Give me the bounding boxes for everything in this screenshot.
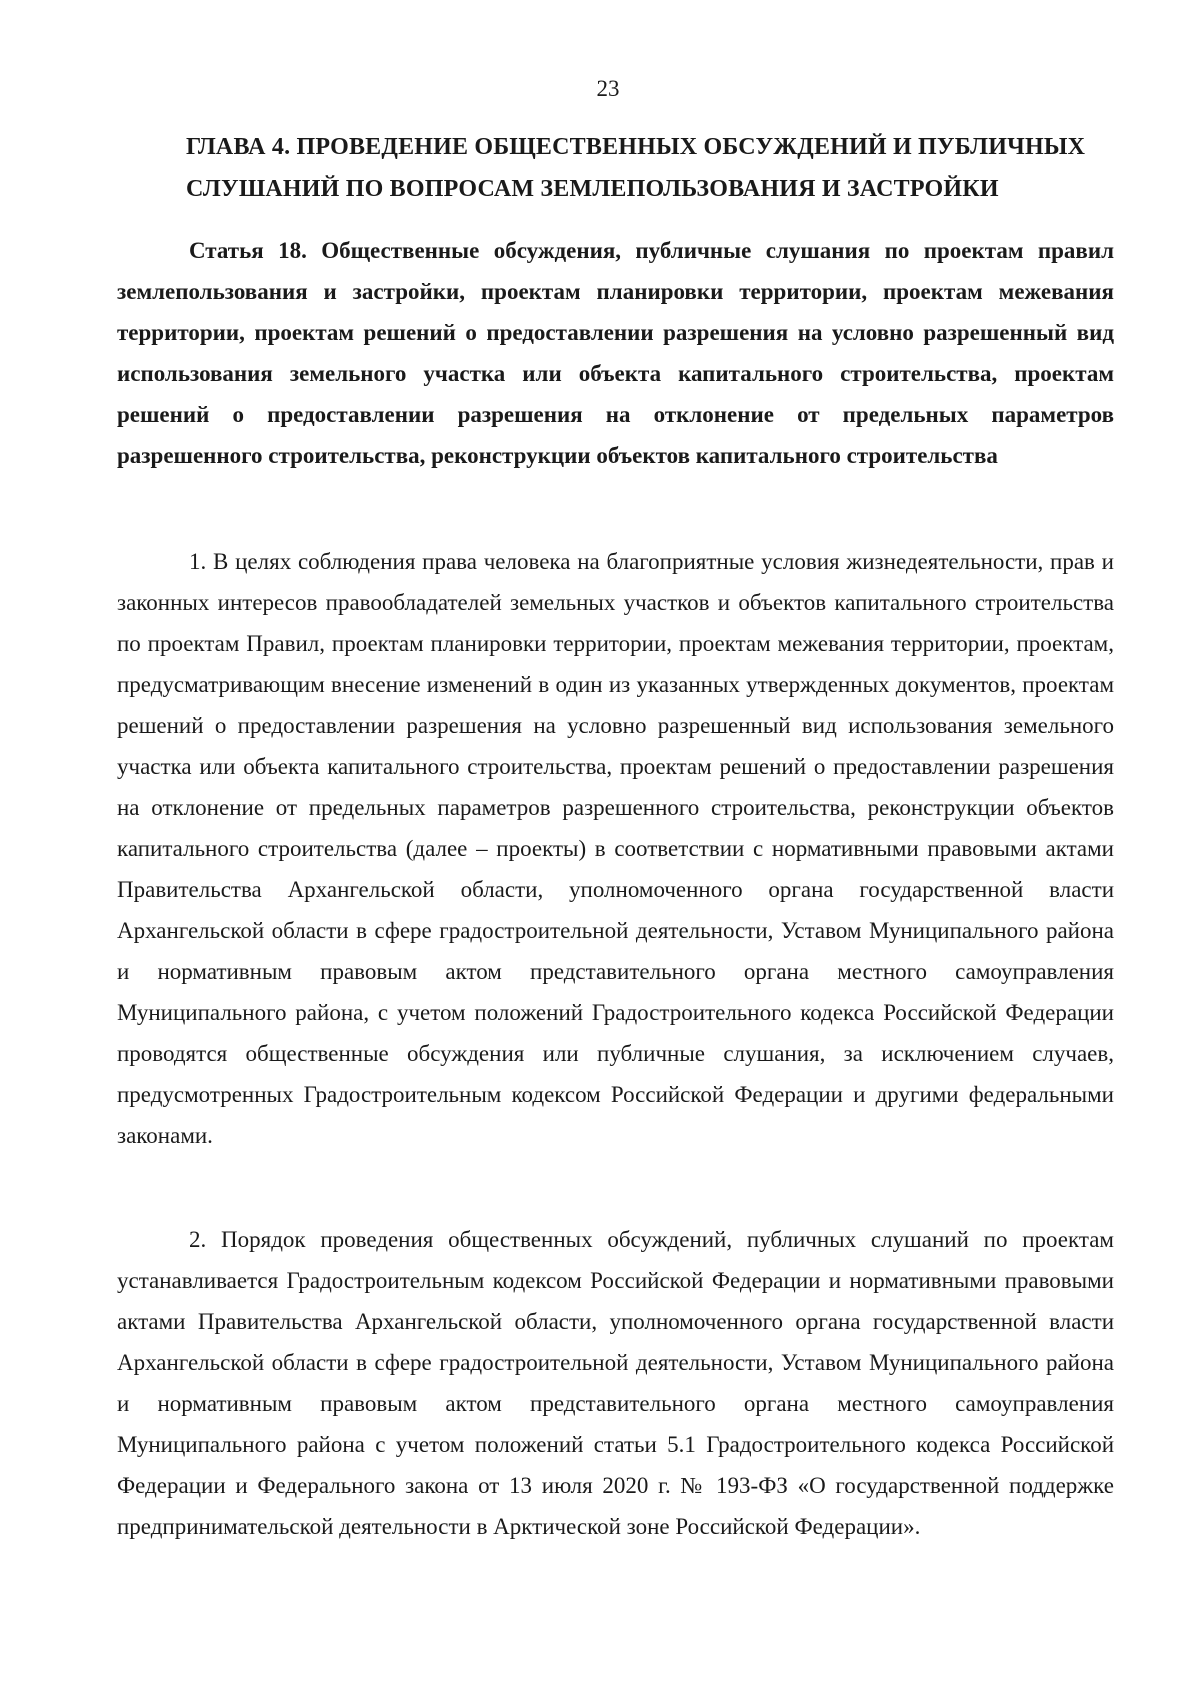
- chapter-title-line-1: ГЛАВА 4. ПРОВЕДЕНИЕ ОБЩЕСТВЕННЫХ ОБСУЖДЕНИЙ И ПУБЛИЧНЫХ: [186, 134, 1086, 160]
- page-number: 23: [596, 76, 620, 101]
- article-heading: Статья 18. Общественные обсуждения, публичные слушания по проектам правил землепользования и застройки, проектам планировки территории, проектам межевания территории, проектам решений о предоставлении разрешения на условно разрешенный вид использования земельного участка или объекта капитального строительства, проектам решений о предоставлении разрешения на отклонение от предельных параметров разрешенного строительства, реконструкции объектов капитального строительства: [117, 238, 1114, 468]
- chapter-title: [186, 126, 1116, 210]
- paragraph-1: 1. В целях соблюдения права человека на благоприятные условия жизнедеятельности, прав и законных интересов правообладателей земельных участков и объектов капитального строительства по проектам Правил, проектам планировки территории, проектам межевания территории, проектам, предусматривающим внесение изменений в один из указанных утвержденных документов, проектам решений о предоставлении разрешения на условно разрешенный вид использования земельного участка или объекта капитального строительства, проектам решений о предоставлении разрешения на отклонение от предельных параметров разрешенного строительства, реконструкции объектов капитального строительства (далее – проекты) в соответствии с нормативными правовыми актами Правительства Архангельской области, уполномоченного органа государственной власти Архангельской области в сфере градостроительной деятельности, Уставом Муниципального района и нормативным правовым актом представительного органа местного самоуправления Муниципального района, с учетом положений Градостроительного кодекса Российской Федерации проводятся общественные обсуждения или публичные слушания, за исключением случаев, предусмотренных Градостроительным кодексом Российской Федерации и другими федеральными законами.: [117, 549, 1114, 1148]
- paragraph-2: 2. Порядок проведения общественных обсуждений, публичных слушаний по проектам устанавливается Градостроительным кодексом Российской Федерации и нормативными правовыми актами Правительства Архангельской области, уполномоченного органа государственной власти Архангельской области в сфере градостроительной деятельности, Уставом Муниципального района и нормативным правовым актом представительного органа местного самоуправления Муниципального района с учетом положений статьи 5.1 Градостроительного кодекса Российской Федерации и Федерального закона от 13 июля 2020 г. № 193-ФЗ «О государственной поддержке предпринимательской деятельности в Арктической зоне Российской Федерации».: [117, 1227, 1114, 1539]
- chapter-title-line-2: СЛУШАНИЙ ПО ВОПРОСАМ ЗЕМЛЕПОЛЬЗОВАНИЯ И ЗАСТРОЙКИ: [186, 176, 999, 202]
